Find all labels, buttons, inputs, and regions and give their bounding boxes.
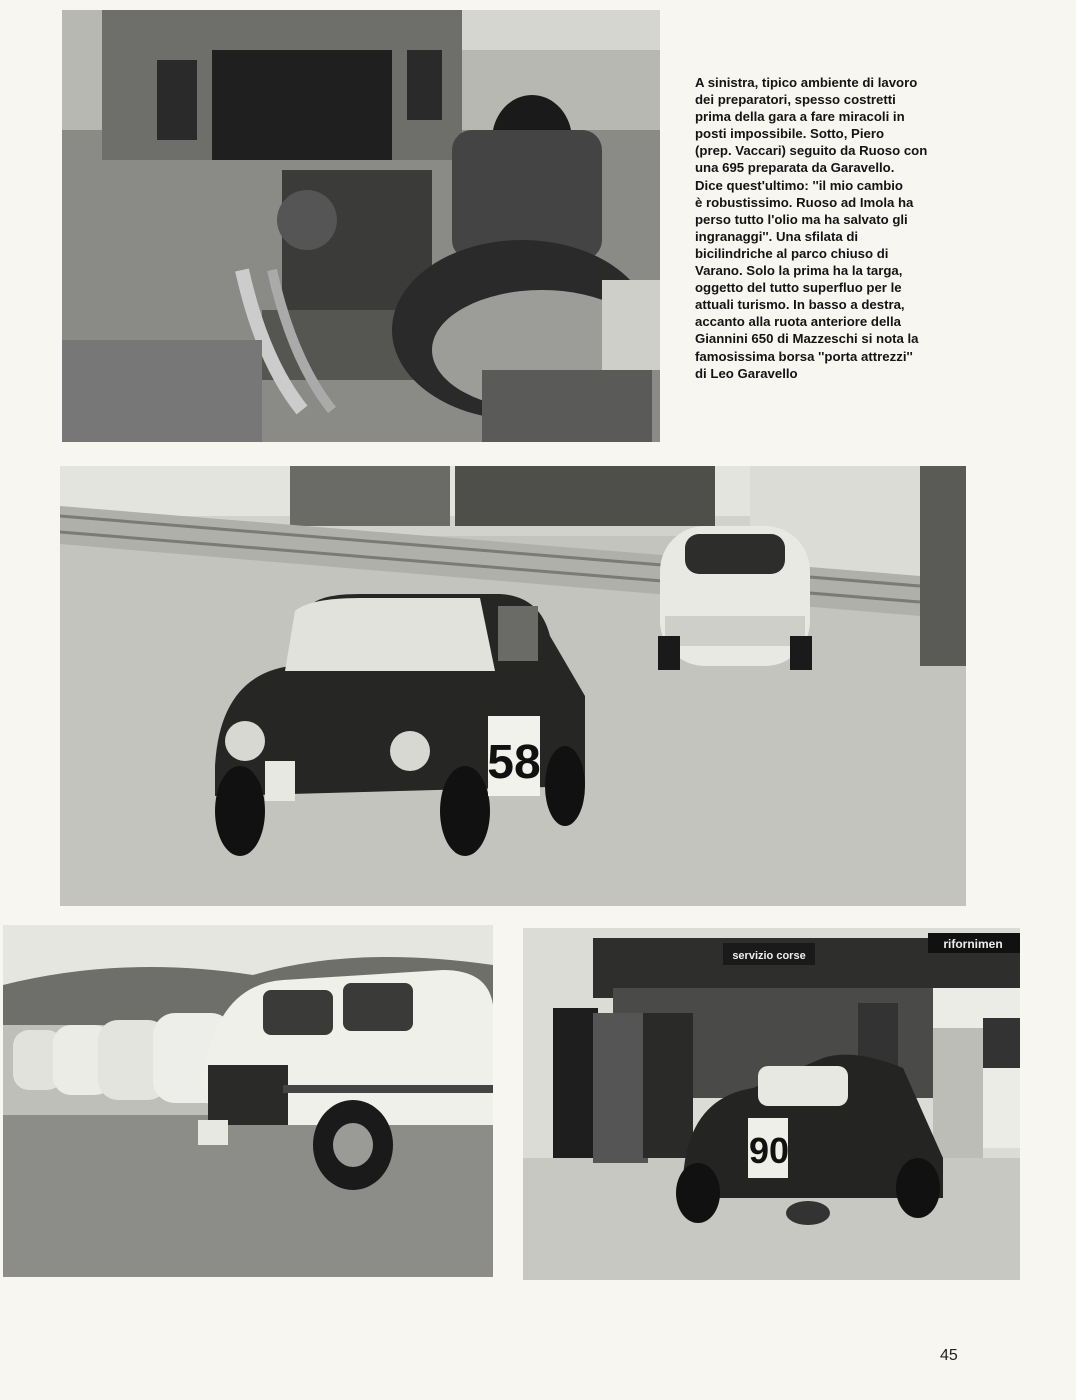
caption-line: una 695 preparata da Garavello.	[695, 160, 895, 176]
banner-servizio-corse: servizio corse	[732, 950, 806, 962]
caption-line: bicilindriche al parco chiuso di	[695, 245, 889, 261]
caption-line: attuali turismo. In basso a destra,	[695, 297, 905, 313]
banner-rifornimento: rifornimen	[943, 937, 1003, 951]
caption-line: ingranaggi''. Una sfilata di	[695, 228, 859, 244]
caption-line: posti impossibile. Sotto, Piero	[695, 126, 885, 142]
photo-caption	[695, 74, 970, 382]
caption-line: è robustissimo. Ruoso ad Imola ha	[695, 194, 914, 210]
photo-paddock	[523, 928, 1020, 1280]
car-number-90: 90	[748, 1130, 790, 1171]
caption-line: prima della gara a fare miracoli in	[695, 109, 905, 125]
car-number-58: 58	[487, 736, 541, 789]
caption-line: perso tutto l'olio ma ha salvato gli	[695, 211, 908, 227]
caption-line: A sinistra, tipico ambiente di lavoro	[695, 75, 918, 90]
caption-line: Giannini 650 di Mazzeschi si nota la	[695, 331, 919, 347]
caption-line: accanto alla ruota anteriore della	[695, 314, 901, 330]
caption-line: Dice quest'ultimo: ''il mio cambio	[695, 177, 903, 193]
photo-race-track	[60, 466, 966, 906]
caption-line: oggetto del tutto superfluo per le	[695, 280, 902, 296]
page-number: 45	[940, 1347, 958, 1364]
caption-line: di Leo Garavello	[695, 365, 798, 381]
caption-line: famosissima borsa ''porta attrezzi''	[695, 348, 913, 364]
photo-mechanics-engine	[62, 10, 660, 442]
caption-line: dei preparatori, spesso costretti	[695, 92, 896, 108]
photo-parc-ferme	[3, 925, 493, 1277]
caption-line: (prep. Vaccari) seguito da Ruoso con	[695, 143, 928, 159]
caption-line: Varano. Solo la prima ha la targa,	[695, 263, 903, 279]
